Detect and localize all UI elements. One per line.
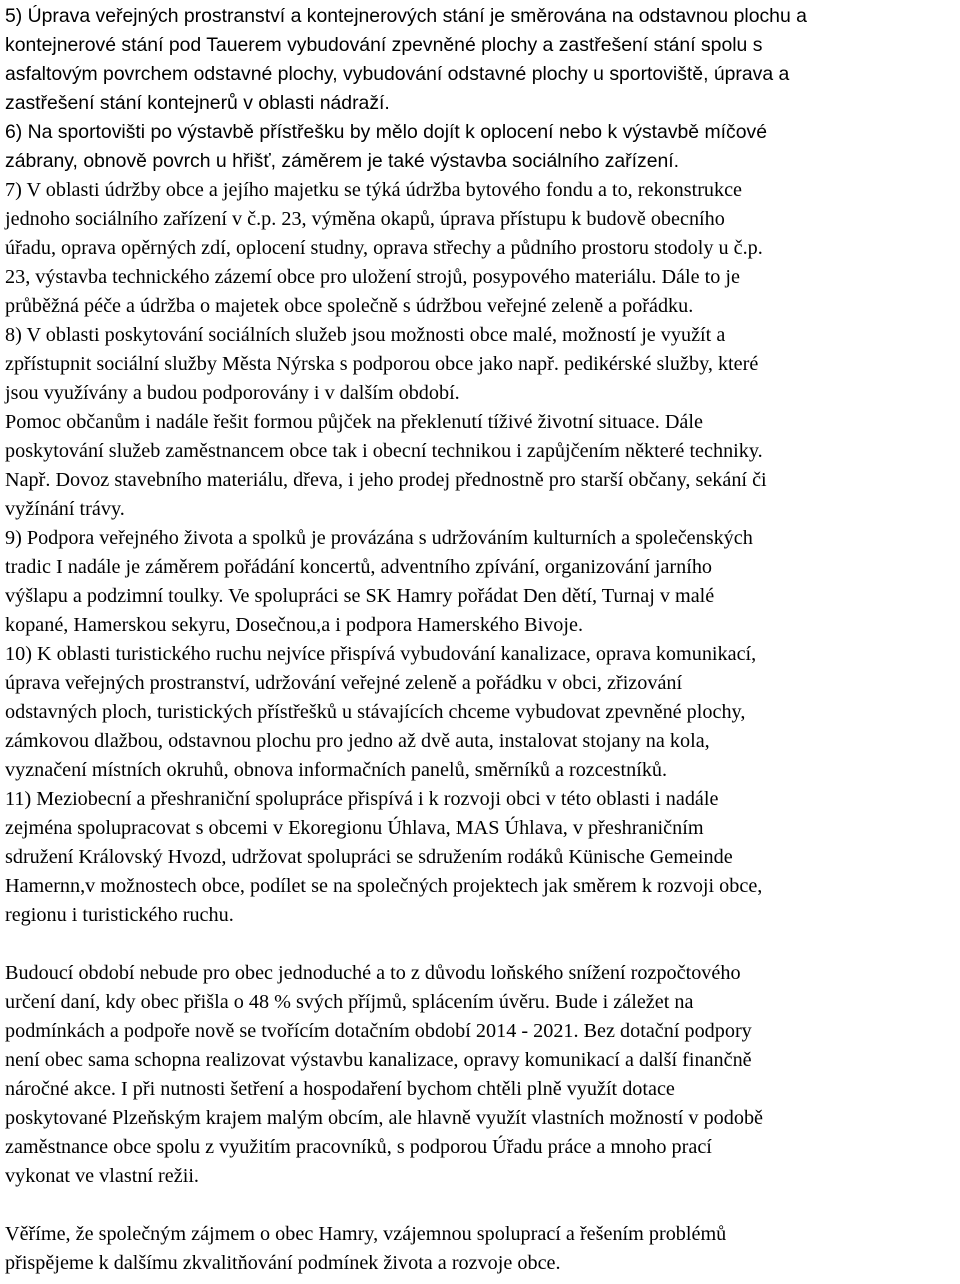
text-line: přispějeme k dalšímu zkvalitňování podmínek života a rozvoje obce. bbox=[5, 1252, 561, 1274]
text-line: 8) V oblasti poskytování sociálních služeb jsou možnosti obce malé, možností je využít a bbox=[5, 324, 726, 346]
text-line: 11) Meziobecní a přeshraniční spolupráce přispívá i k rozvoji obci v této oblasti i nadále bbox=[5, 788, 719, 810]
text-line: 7) V oblasti údržby obce a jejího majetku se týká údržba bytového fondu a to, rekonstrukce bbox=[5, 179, 743, 201]
text-line: vykonat ve vlastní režii. bbox=[5, 1165, 199, 1187]
text-line: není obec sama schopna realizovat výstavbu kanalizace, opravy komunikací a další finančně bbox=[5, 1049, 752, 1071]
text-line: odstavných ploch, turistických přístřešků u stávajících chceme vybudovat zpevněné plochy, bbox=[5, 701, 746, 723]
text-line: zpřístupnit sociální služby Města Nýrska s podporou obce jako např. pedikérské služby, které bbox=[5, 353, 759, 375]
text-line: poskytování služeb zaměstnancem obce tak i obecní technikou i zapůjčením některé techniky. bbox=[5, 440, 763, 462]
text-line: poskytované Plzeňským krajem malým obcím, ale hlavně využít vlastních možností v podobě bbox=[5, 1107, 763, 1129]
paragraph-closing bbox=[5, 1220, 957, 1278]
text-line: určení daní, kdy obec přišla o 48 % svých příjmů, splácením úvěru. Bude i záležet na bbox=[5, 991, 694, 1013]
text-line: náročné akce. I při nutnosti šetření a hospodaření bychom chtěli plně využít dotace bbox=[5, 1078, 675, 1100]
paragraph-gap bbox=[5, 1191, 957, 1220]
text-line: kopané, Hamerskou sekyru, Dosečnou,a i podpora Hamerského Bivoje. bbox=[5, 614, 583, 636]
text-line: Budoucí období nebude pro obec jednoduché a to z důvodu loňského snížení rozpočtového bbox=[5, 962, 741, 984]
text-line: průběžná péče a údržba o majetek obce společně s údržbou veřejné zeleně a pořádku. bbox=[5, 295, 694, 317]
paragraph-item-9 bbox=[5, 524, 957, 640]
text-line: zábrany, obnově povrch u hřišť, záměrem je také výstavba sociálního zařízení. bbox=[5, 150, 680, 172]
paragraph-item-6 bbox=[5, 118, 957, 176]
text-line: podmínkách a podpoře nově se tvořícím dotačním období 2014 - 2021. Bez dotační podpory bbox=[5, 1020, 752, 1042]
text-line: 5) Úprava veřejných prostranství a kontejnerových stání je směrována na odstavnou plochu a bbox=[5, 5, 807, 27]
text-line: tradic I nadále je záměrem pořádání koncertů, adventního zpívání, organizování jarního bbox=[5, 556, 713, 578]
paragraph-item-11 bbox=[5, 785, 957, 930]
text-line: kontejnerové stání pod Tauerem vybudování zpevněné plochy a zastřešení stání spolu s bbox=[5, 34, 763, 56]
text-line: zámkovou dlažbou, odstavnou plochu pro jedno až dvě auta, instalovat stojany na kola, bbox=[5, 730, 710, 752]
text-line: Pomoc občanům i nadále řešit formou půjček na překlenutí tíživé životní situace. Dále bbox=[5, 411, 703, 433]
text-line: vyznačení místních okruhů, obnova informačních panelů, směrníků a rozcestníků. bbox=[5, 759, 668, 781]
text-line: zejména spolupracovat s obcemi v Ekoregionu Úhlava, MAS Úhlava, v přeshraničním bbox=[5, 817, 704, 839]
text-line: úprava veřejných prostranství, udržování veřejné zeleně a pořádku v obci, zřizování bbox=[5, 672, 683, 694]
paragraph-item-7 bbox=[5, 176, 957, 321]
text-line: zastřešení stání kontejnerů v oblasti nádraží. bbox=[5, 92, 390, 114]
text-line: 23, výstavba technického zázemí obce pro uložení strojů, posypového materiálu. Dále to je bbox=[5, 266, 740, 288]
text-line: úřadu, oprava opěrných zdí, oplocení studny, oprava střechy a půdního prostoru stodoly u č.p. bbox=[5, 237, 763, 259]
paragraph-item-5 bbox=[5, 2, 957, 118]
text-line: Např. Dovoz stavebního materiálu, dřeva, i jeho prodej přednostně pro starší občany, sekání či bbox=[5, 469, 767, 491]
text-line: regionu i turistického ruchu. bbox=[5, 904, 234, 926]
text-line: Hamernn,v možnostech obce, podílet se na společných projektech jak směrem k rozvoji obce, bbox=[5, 875, 763, 897]
text-line: jsou využívány a budou podporovány i v dalším období. bbox=[5, 382, 460, 404]
paragraph-gap bbox=[5, 930, 957, 959]
text-line: vyžínání trávy. bbox=[5, 498, 125, 520]
text-line: 6) Na sportovišti po výstavbě přístřešku by mělo dojít k oplocení nebo k výstavbě míčové bbox=[5, 121, 767, 143]
text-line: 9) Podpora veřejného života a spolků je provázána s udržováním kulturních a společenských bbox=[5, 527, 753, 549]
paragraph-future-outlook bbox=[5, 959, 957, 1191]
text-line: 10) K oblasti turistického ruchu nejvíce přispívá vybudování kanalizace, oprava komunikací, bbox=[5, 643, 757, 665]
text-line: sdružení Královský Hvozd, udržovat spolupráci se sdružením rodáků Künische Gemeinde bbox=[5, 846, 733, 868]
text-line: výšlapu a podzimní toulky. Ve spolupráci se SK Hamry pořádat Den dětí, Turnaj v malé bbox=[5, 585, 715, 607]
paragraph-item-10 bbox=[5, 640, 957, 785]
text-line: Věříme, že společným zájmem o obec Hamry, vzájemnou spoluprací a řešením problémů bbox=[5, 1223, 727, 1245]
paragraph-item-8 bbox=[5, 321, 957, 524]
text-line: jednoho sociálního zařízení v č.p. 23, výměna okapů, úprava přístupu k budově obecního bbox=[5, 208, 725, 230]
text-line: asfaltovým povrchem odstavné plochy, vybudování odstavné plochy u sportoviště, úprava a bbox=[5, 63, 790, 85]
text-line: zaměstnance obce spolu z využitím pracovníků, s podporou Úřadu práce a mnoho prací bbox=[5, 1136, 712, 1158]
document-page bbox=[5, 2, 957, 1278]
